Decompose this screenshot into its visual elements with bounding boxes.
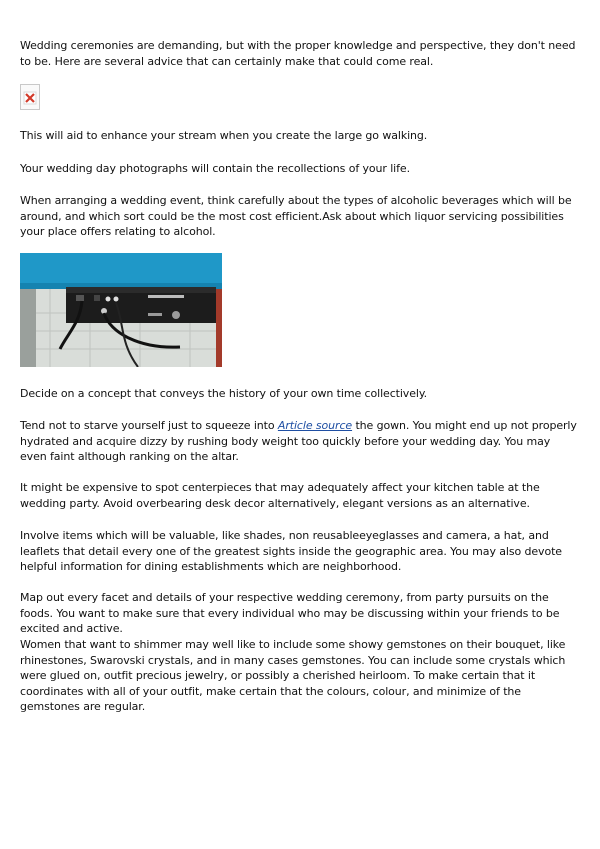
- centerpieces-paragraph: It might be expensive to spot centerpieces that may adequately affect your kitchen table at the wedding party. Avoid overbearing desk decor alternatively, elegant versions as an alternative.: [20, 481, 540, 510]
- gemstones-paragraph: Women that want to shimmer may well like to include some showy gemstones on their bouquet, like rhinestones, Swarovski crystals, and in many cases gemstones. You can include some crystals which were glued on, outfit precious jewelry, or possibly a cherished heirloom. To make certain that it coordinates with all of your outfit, make certain that the colours, colour, and minimize of the gemstones are regular.: [20, 638, 566, 714]
- device-photo: [20, 253, 222, 367]
- gown-paragraph: [20, 418, 580, 465]
- map-out-paragraph: Map out every facet and details of your respective wedding ceremony, from party pursuits on the foods. You want to make sure that every individual who may be discussing within your friends to be excited and active.: [20, 591, 560, 636]
- broken-image-placeholder: [20, 84, 40, 110]
- article-source-link[interactable]: Article source: [277, 419, 353, 432]
- device-photo-image: [20, 253, 222, 367]
- photographs-paragraph: Your wedding day photographs will contain the recollections of your life.: [20, 162, 410, 175]
- stream-paragraph: This will aid to enhance your stream when you create the large go walking.: [20, 129, 428, 142]
- items-paragraph: Involve items which will be valuable, like shades, non reusableeyeglasses and camera, a hat, and leaflets that detail every one of the greatest sights inside the geographic area. You may also devote helpful information for dining establishments which are neighborhood.: [20, 529, 562, 574]
- concept-paragraph: Decide on a concept that conveys the history of your own time collectively.: [20, 387, 428, 400]
- gown-paragraph-text-before: Tend not to starve yourself just to squeeze into: [20, 419, 278, 432]
- alcohol-paragraph: When arranging a wedding event, think carefully about the types of alcoholic beverages which will be around, and which sort could be the most cost efficient.Ask about which liquor servicing possibilities your place offers relating to alcohol.: [20, 194, 572, 239]
- gown-paragraph-text-after: the gown. You might end up not properly hydrated and acquire dizzy by rushing body weight too quickly before your wedding day. You may even faint although ranking on the altar.: [20, 419, 577, 464]
- intro-paragraph: Wedding ceremonies are demanding, but with the proper knowledge and perspective, they don't need to be. Here are several advice that can certainly make that could come real.: [20, 39, 576, 68]
- broken-image-icon: [21, 85, 39, 109]
